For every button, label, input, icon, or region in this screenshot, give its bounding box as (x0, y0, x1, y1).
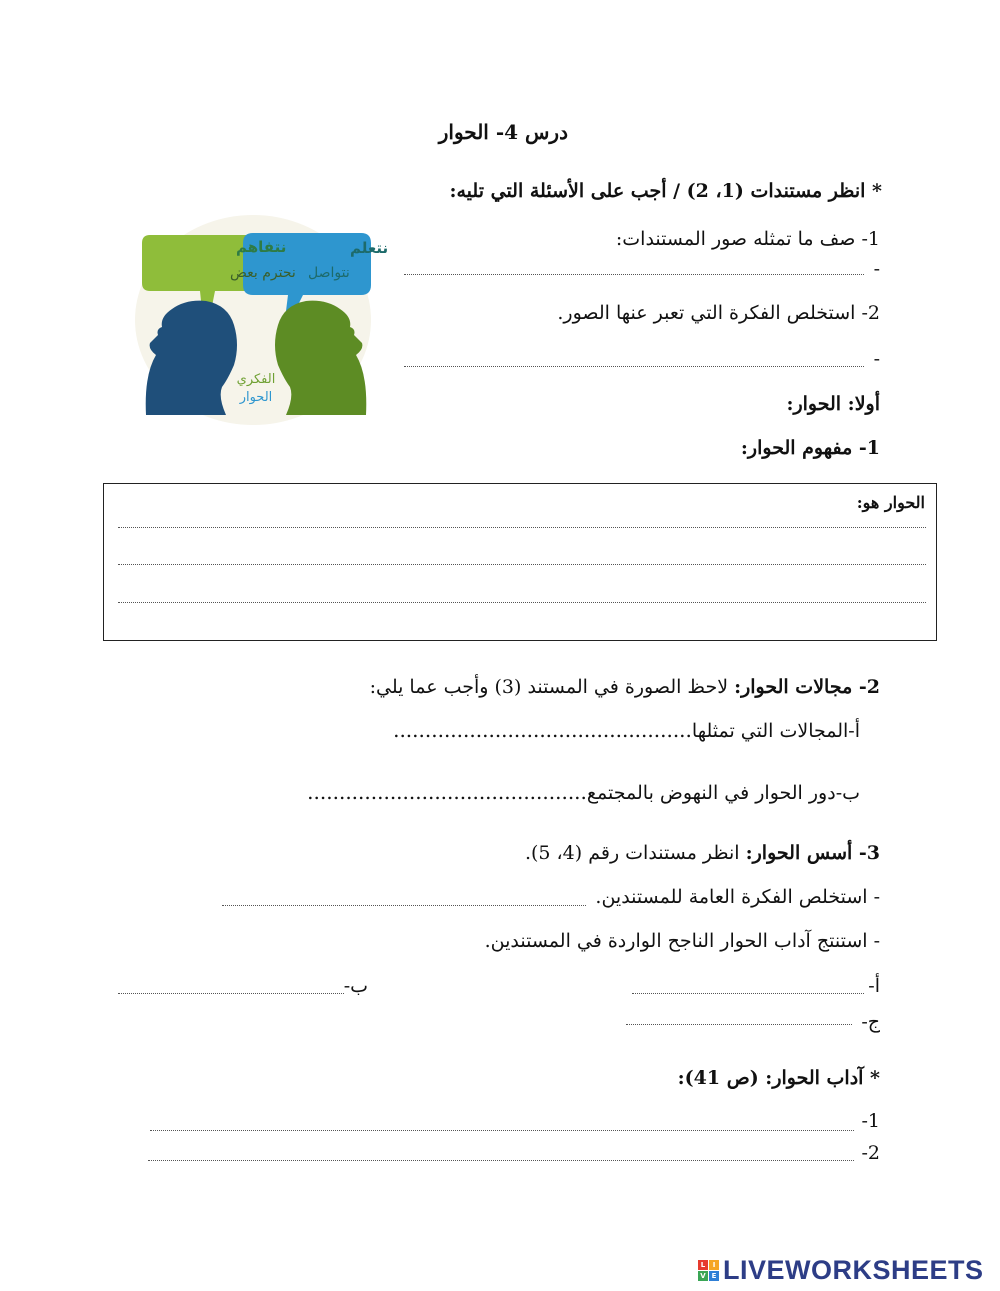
answer-line[interactable] (148, 1160, 854, 1161)
fields-item-b (307, 780, 860, 804)
fields-item-b-text: ب-دور الحوار في النهوض بالمجتمع (586, 782, 860, 804)
instruction: * انظر مستندات (1، 2) / أجب على الأسئلة التي تليه: (449, 180, 882, 202)
foundations-item-2: - استنتج آداب الحوار الناجح الواردة في المستندين. (484, 930, 880, 952)
fields-item-a-text: أ-المجالات التي تمثلها (691, 720, 860, 742)
fields-heading-rest: لاحظ الصورة في المستند (3) وأجب عما يلي: (369, 676, 735, 698)
bubble-word: نتفاهم (236, 238, 287, 256)
logo-cube: I (709, 1260, 719, 1270)
logo-cube: V (698, 1271, 708, 1281)
lesson-title: درس 4- الحوار (438, 120, 568, 144)
option-b-label: ب- (343, 975, 368, 997)
liveworksheets-logo[interactable] (698, 1255, 984, 1285)
foundations-heading (525, 842, 880, 864)
bubble-word: نتواصل (308, 265, 350, 281)
logo-cubes-icon (698, 1260, 719, 1281)
answer-line[interactable] (150, 1130, 854, 1131)
bubble-word: نحترم بعض (230, 265, 296, 281)
answer-line[interactable] (118, 993, 344, 994)
answer-line[interactable] (626, 1024, 852, 1025)
question-2: 2- استخلص الفكرة التي تعبر عنها الصور. (557, 302, 880, 324)
answer-line[interactable] (404, 366, 864, 367)
center-word: الفكري (236, 372, 276, 387)
fields-item-a (393, 718, 860, 742)
etiquette-item-1: 1- (861, 1110, 880, 1132)
logo-cube: L (698, 1260, 708, 1270)
foundations-item-1: - استخلص الفكرة العامة للمستندين. (595, 886, 880, 908)
definition-label: الحوار هو: (856, 493, 925, 512)
logo-text: LIVEWORKSHEETS (723, 1254, 984, 1285)
section-heading: أولا: الحوار: (786, 393, 880, 415)
answer-line[interactable] (118, 527, 926, 528)
bubble-word: نتعلم (350, 239, 389, 257)
fields-heading (370, 676, 880, 698)
question-1: 1- صف ما تمثله صور المستندات: (615, 228, 880, 250)
answer-line[interactable] (118, 602, 926, 603)
etiquette-item-2: 2- (861, 1142, 880, 1164)
foundations-heading-rest: انظر مستندات رقم (4، 5). (524, 842, 746, 864)
dash: - (873, 258, 880, 280)
foundations-heading-bold: 3- أسس الحوار: (745, 842, 880, 864)
answer-dots[interactable]: ............................................ (307, 780, 587, 804)
option-c-label: ج- (861, 1011, 880, 1033)
dialogue-illustration (128, 205, 390, 435)
logo-cube: E (709, 1271, 719, 1281)
dash: - (873, 348, 880, 370)
answer-line[interactable] (118, 564, 926, 565)
answer-line[interactable] (632, 993, 864, 994)
answer-line[interactable] (222, 905, 586, 906)
concept-heading: 1- مفهوم الحوار: (740, 437, 880, 459)
answer-dots[interactable]: ............................................... (393, 718, 692, 742)
definition-box (103, 483, 937, 641)
etiquette-heading: * آداب الحوار: (ص 41): (677, 1067, 880, 1089)
center-word: الحوار (239, 390, 273, 405)
fields-heading-bold: 2- مجالات الحوار: (734, 676, 880, 698)
dialogue-image (128, 205, 390, 435)
answer-line[interactable] (404, 274, 864, 275)
option-a-label: أ- (868, 975, 880, 997)
